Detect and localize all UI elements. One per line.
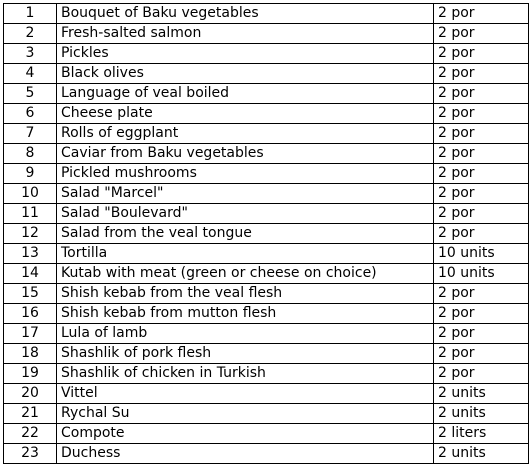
dish-name: Rychal Su bbox=[57, 404, 434, 424]
quantity: 2 por bbox=[434, 164, 529, 184]
quantity: 2 por bbox=[434, 144, 529, 164]
item-number: 3 bbox=[4, 44, 57, 64]
table-row bbox=[4, 144, 529, 164]
dish-name: Rolls of eggplant bbox=[57, 124, 434, 144]
table-row bbox=[4, 224, 529, 244]
quantity: 2 units bbox=[434, 444, 529, 464]
table-row bbox=[4, 264, 529, 284]
menu-table-body bbox=[4, 4, 529, 464]
dish-name: Pickled mushrooms bbox=[57, 164, 434, 184]
table-row bbox=[4, 204, 529, 224]
item-number: 10 bbox=[4, 184, 57, 204]
table-row bbox=[4, 164, 529, 184]
item-number: 6 bbox=[4, 104, 57, 124]
table-row bbox=[4, 124, 529, 144]
table-row bbox=[4, 24, 529, 44]
dish-name: Duchess bbox=[57, 444, 434, 464]
dish-name: Salad from the veal tongue bbox=[57, 224, 434, 244]
quantity: 2 por bbox=[434, 284, 529, 304]
table-row bbox=[4, 424, 529, 444]
item-number: 11 bbox=[4, 204, 57, 224]
table-row bbox=[4, 4, 529, 24]
table-row bbox=[4, 384, 529, 404]
item-number: 22 bbox=[4, 424, 57, 444]
item-number: 23 bbox=[4, 444, 57, 464]
table-row bbox=[4, 344, 529, 364]
quantity: 2 por bbox=[434, 44, 529, 64]
item-number: 4 bbox=[4, 64, 57, 84]
item-number: 17 bbox=[4, 324, 57, 344]
item-number: 21 bbox=[4, 404, 57, 424]
quantity: 2 por bbox=[434, 204, 529, 224]
quantity: 2 por bbox=[434, 184, 529, 204]
table-row bbox=[4, 104, 529, 124]
dish-name: Shashlik of chicken in Turkish bbox=[57, 364, 434, 384]
dish-name: Vittel bbox=[57, 384, 434, 404]
dish-name: Salad "Boulevard" bbox=[57, 204, 434, 224]
item-number: 8 bbox=[4, 144, 57, 164]
dish-name: Language of veal boiled bbox=[57, 84, 434, 104]
dish-name: Salad "Marcel" bbox=[57, 184, 434, 204]
quantity: 2 liters bbox=[434, 424, 529, 444]
dish-name: Black olives bbox=[57, 64, 434, 84]
item-number: 12 bbox=[4, 224, 57, 244]
quantity: 2 por bbox=[434, 4, 529, 24]
item-number: 18 bbox=[4, 344, 57, 364]
table-row bbox=[4, 184, 529, 204]
table-row bbox=[4, 84, 529, 104]
table-row bbox=[4, 244, 529, 264]
item-number: 16 bbox=[4, 304, 57, 324]
table-row bbox=[4, 324, 529, 344]
item-number: 13 bbox=[4, 244, 57, 264]
quantity: 2 units bbox=[434, 384, 529, 404]
quantity: 2 por bbox=[434, 224, 529, 244]
quantity: 10 units bbox=[434, 244, 529, 264]
table-row bbox=[4, 444, 529, 464]
dish-name: Shish kebab from mutton flesh bbox=[57, 304, 434, 324]
quantity: 2 por bbox=[434, 104, 529, 124]
quantity: 2 por bbox=[434, 84, 529, 104]
item-number: 2 bbox=[4, 24, 57, 44]
quantity: 2 por bbox=[434, 124, 529, 144]
item-number: 14 bbox=[4, 264, 57, 284]
item-number: 1 bbox=[4, 4, 57, 24]
dish-name: Cheese plate bbox=[57, 104, 434, 124]
item-number: 15 bbox=[4, 284, 57, 304]
item-number: 19 bbox=[4, 364, 57, 384]
dish-name: Bouquet of Baku vegetables bbox=[57, 4, 434, 24]
table-row bbox=[4, 404, 529, 424]
quantity: 2 por bbox=[434, 64, 529, 84]
item-number: 20 bbox=[4, 384, 57, 404]
dish-name: Pickles bbox=[57, 44, 434, 64]
quantity: 2 por bbox=[434, 344, 529, 364]
table-row bbox=[4, 44, 529, 64]
quantity: 2 por bbox=[434, 364, 529, 384]
item-number: 5 bbox=[4, 84, 57, 104]
dish-name: Kutab with meat (green or cheese on choice) bbox=[57, 264, 434, 284]
menu-table bbox=[3, 3, 529, 464]
dish-name: Caviar from Baku vegetables bbox=[57, 144, 434, 164]
quantity: 2 por bbox=[434, 24, 529, 44]
table-row bbox=[4, 64, 529, 84]
quantity: 10 units bbox=[434, 264, 529, 284]
table-row bbox=[4, 364, 529, 384]
table-row bbox=[4, 304, 529, 324]
quantity: 2 por bbox=[434, 304, 529, 324]
dish-name: Compote bbox=[57, 424, 434, 444]
item-number: 9 bbox=[4, 164, 57, 184]
dish-name: Fresh-salted salmon bbox=[57, 24, 434, 44]
quantity: 2 units bbox=[434, 404, 529, 424]
dish-name: Shashlik of pork flesh bbox=[57, 344, 434, 364]
table-row bbox=[4, 284, 529, 304]
dish-name: Shish kebab from the veal flesh bbox=[57, 284, 434, 304]
quantity: 2 por bbox=[434, 324, 529, 344]
item-number: 7 bbox=[4, 124, 57, 144]
dish-name: Lula of lamb bbox=[57, 324, 434, 344]
dish-name: Tortilla bbox=[57, 244, 434, 264]
